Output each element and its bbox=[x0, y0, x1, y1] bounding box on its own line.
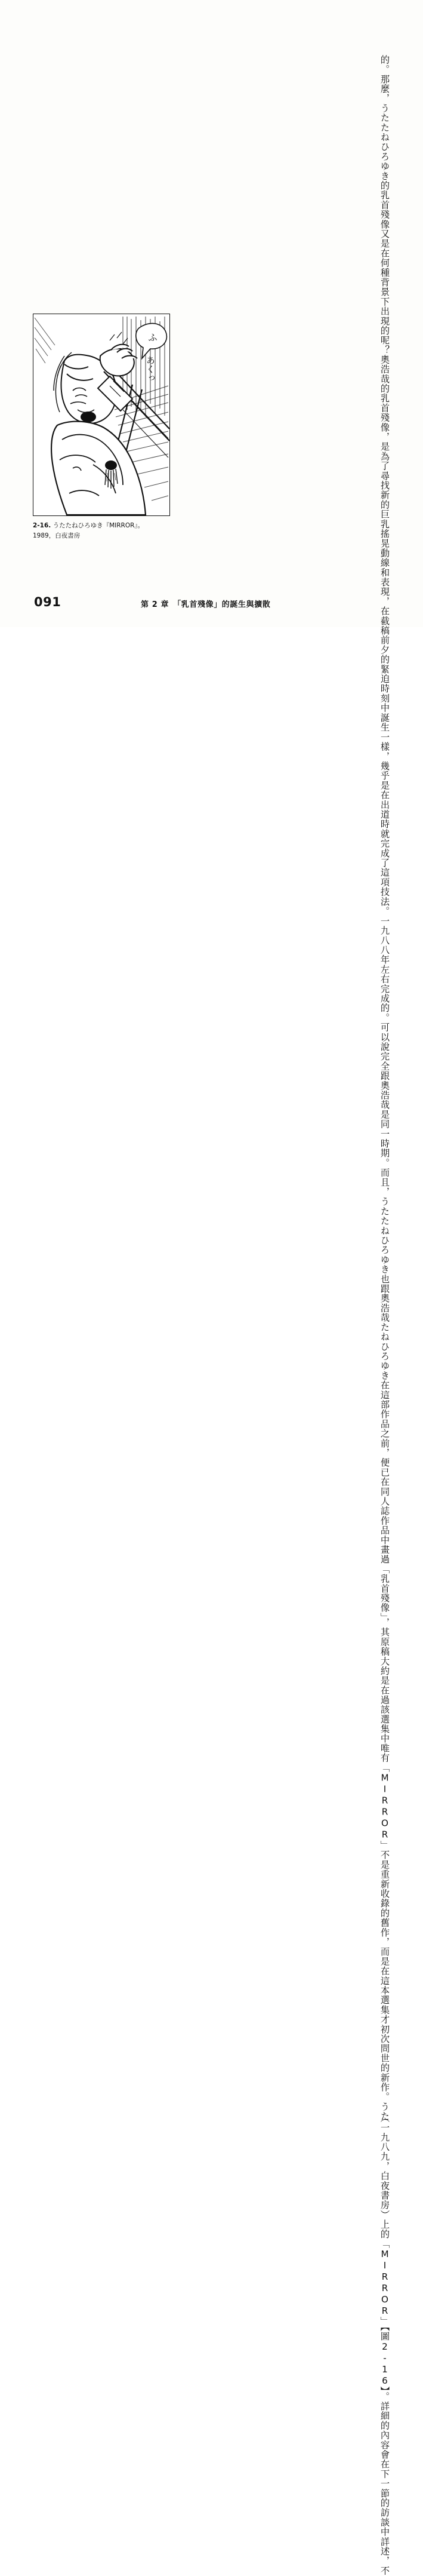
text-column: 一九八八年左右完成的。可以說完全跟奧浩哉是同一時期。而且，うたたねひろゆき也跟奧浩哉 bbox=[379, 916, 390, 1323]
running-head: 第 2 章 「乳首殘像」的誕生與擴散 bbox=[141, 600, 271, 609]
text-column: 的。那麼，うたたねひろゆき的乳首殘像又是在何種背景下出現的呢？ bbox=[379, 55, 390, 355]
caption-number: 2-16. bbox=[33, 522, 51, 529]
text-column: 奧浩哉的乳首殘像，是為了尋找新的巨乳搖晃動線和表現，在截稿前夕的緊迫時刻中誕生 bbox=[379, 355, 390, 733]
svg-text:あくっ: あくっ bbox=[145, 355, 156, 383]
caption-text: うたたねひろゆき『MIRROR』。 bbox=[53, 522, 144, 529]
svg-text:ふ: ふ bbox=[148, 332, 158, 343]
caption-secondary: 1989，白夜書房 bbox=[33, 532, 81, 540]
figure-manga-panel bbox=[33, 314, 170, 516]
text-column: たねひろゆき在這部作品之前，便已在同人誌作品中畫過「乳首殘像」，其原稿大約是在 bbox=[379, 1322, 390, 1696]
text-column: 一樣，幾乎是在出道時就完成了這項技法。 bbox=[379, 732, 390, 916]
page-footer bbox=[0, 595, 423, 613]
text-column: 過該選集中唯有「MIRROR」不是重新收錄的舊作，而是在這本選集才初次問世的新作。うた bbox=[379, 1695, 390, 2121]
figure-artwork bbox=[33, 314, 169, 515]
page-number: 091 bbox=[34, 595, 61, 609]
figure-caption bbox=[33, 521, 212, 541]
text-column: （一九八九，白夜書房）上的「MIRROR」【圖2-16】。詳細的內容會在下一節的訪談中詳述，不 bbox=[379, 2113, 390, 2576]
